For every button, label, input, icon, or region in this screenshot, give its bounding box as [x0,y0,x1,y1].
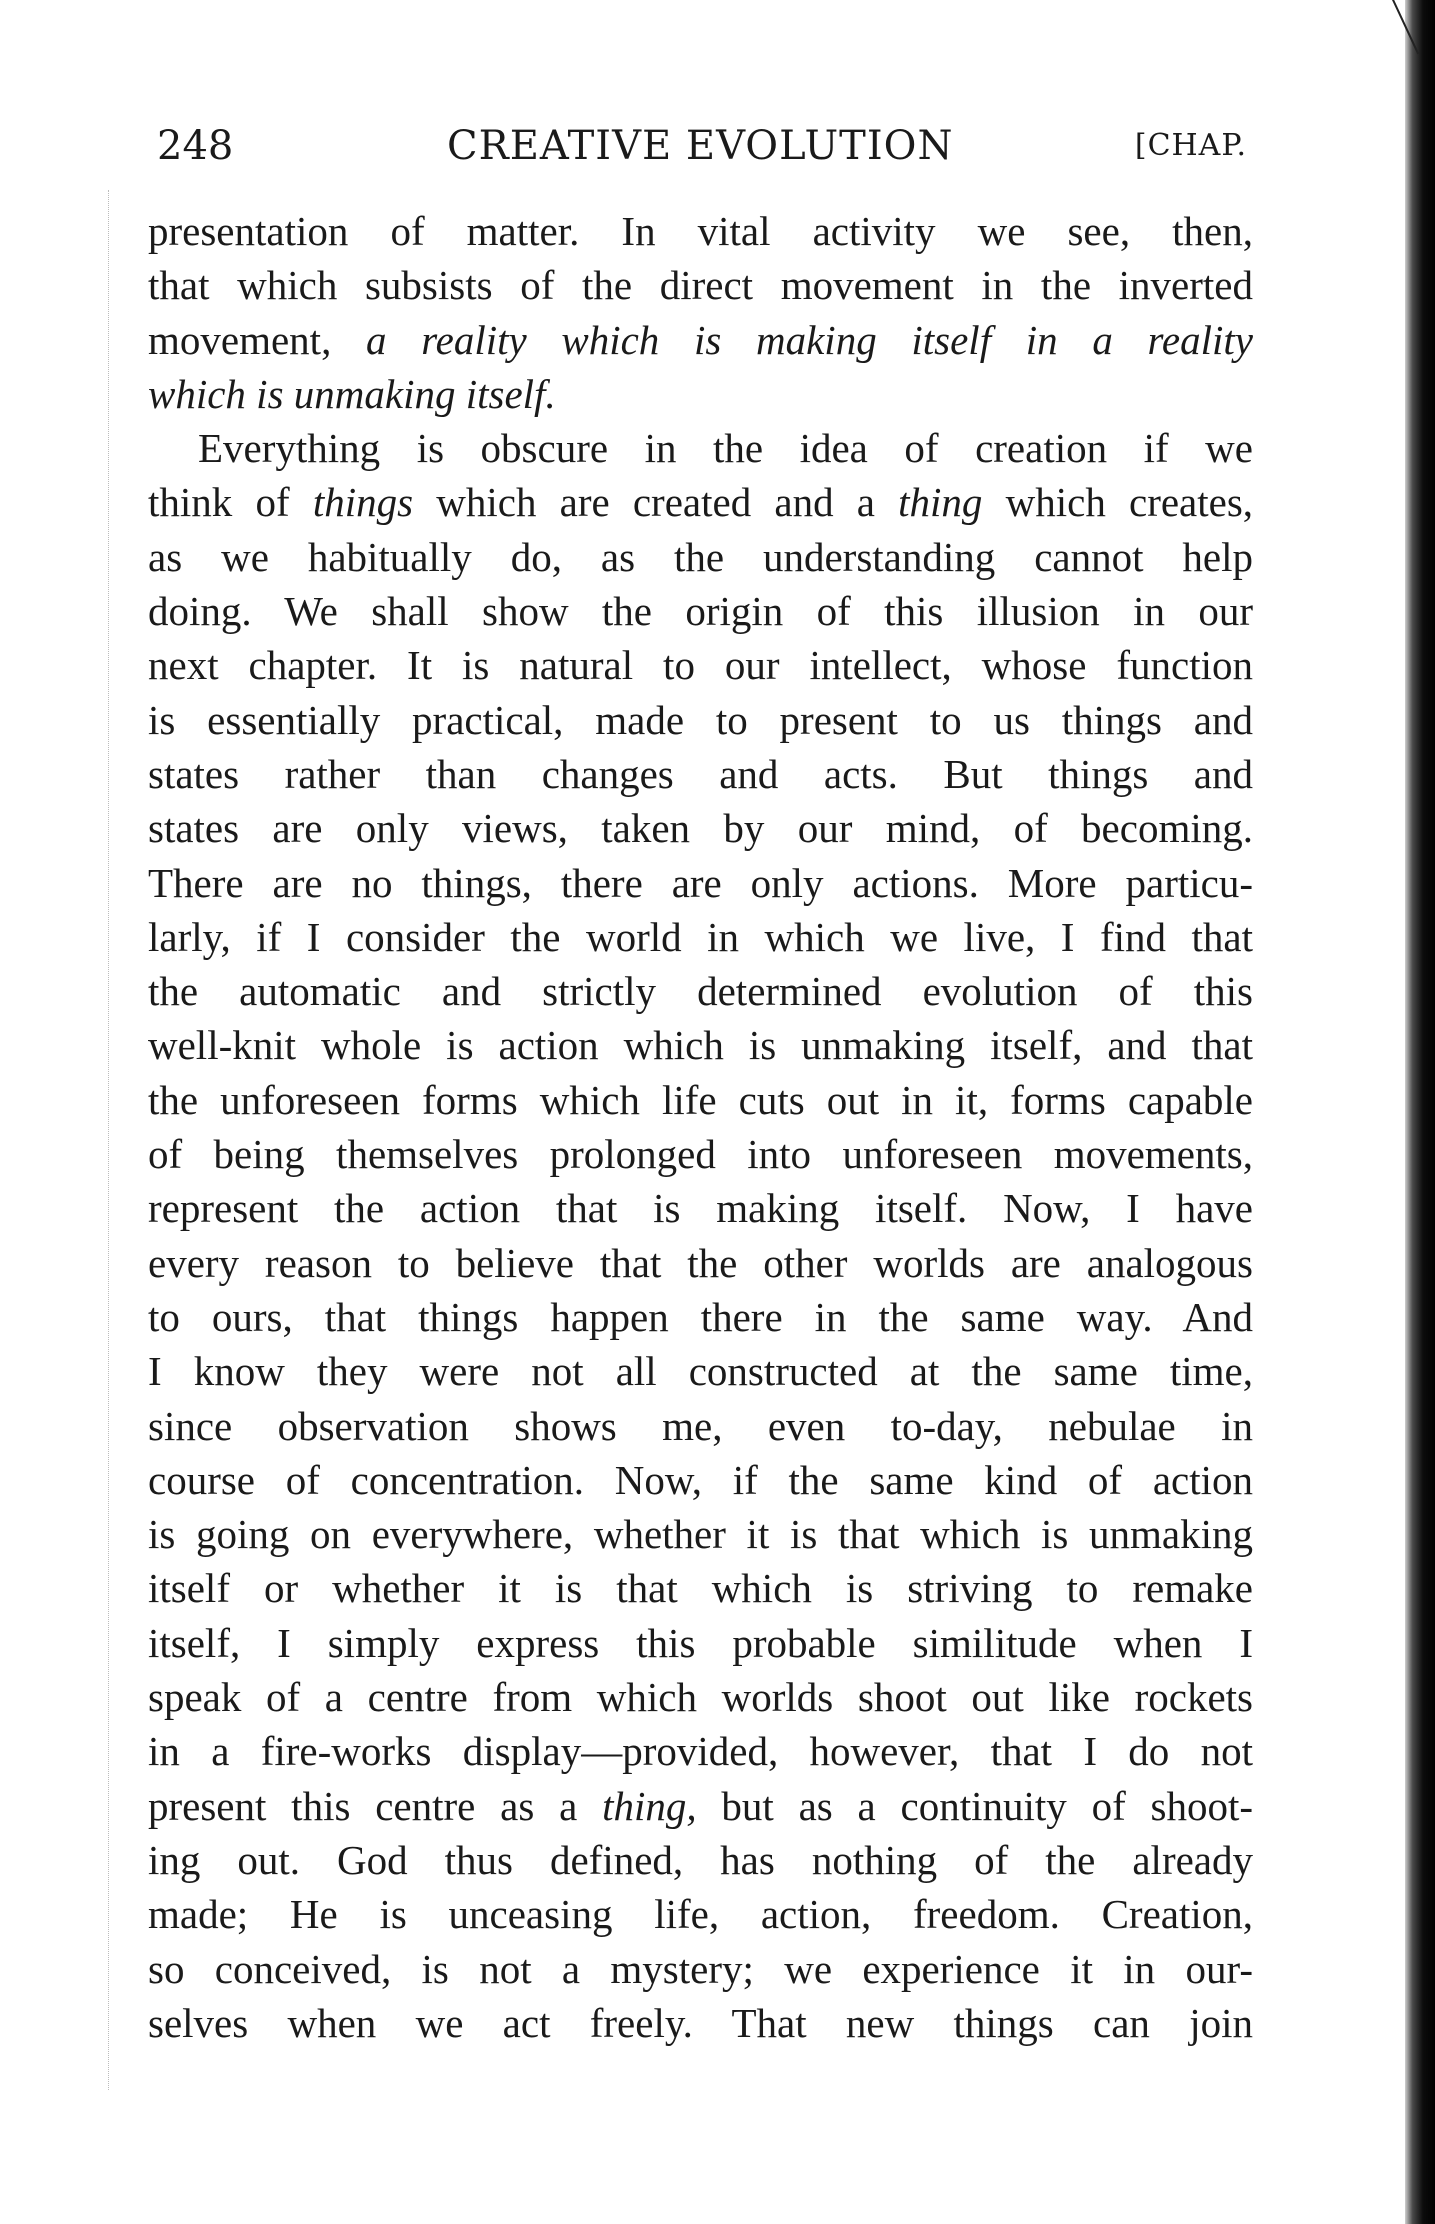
text-line: course of concentration. Now, if the same kind of action [148,1456,1253,1503]
text-line: speak of a centre from which worlds shoot out like rockets [148,1674,1253,1721]
text-line [148,1779,1253,1833]
text-line [148,475,1253,529]
italic-span: which is unmaking itself. [148,370,556,417]
text-span: present this centre as a [148,1782,578,1829]
text-line: the automatic and strictly determined evolution of this [148,968,1253,1015]
text-line: next chapter. It is natural to our intellect, whose function [148,642,1253,689]
italic-span: things [312,479,414,526]
text-line [148,367,1253,421]
text-line: I know they were not all constructed at the same time, [148,1348,1253,1395]
text-line: There are no things, there are only actions. More particu- [148,859,1253,906]
text-line: well-knit whole is action which is unmaking itself, and that [148,1022,1253,1069]
text-line: presentation of matter. In vital activity we see, then, [148,208,1253,254]
text-line: states rather than changes and acts. But things and [148,750,1253,797]
text-span: but as a continuity of shoot- [721,1782,1254,1829]
text-line: larly, if I consider the world in which we live, I find that [148,913,1253,960]
body-text [148,204,1253,2050]
gutter-shadow [108,190,111,2090]
text-line: so conceived, is not a mystery; we experience it in our- [148,1945,1253,1992]
text-line: in a fire-works display—provided, however, that I do not [148,1728,1253,1775]
text-line: is essentially practical, made to present to us things and [148,696,1253,743]
text-line: states are only views, taken by our mind, of becoming. [148,805,1253,852]
italic-span: thing [898,479,983,526]
text-line: since observation shows me, even to-day, nebulae in [148,1402,1253,1449]
text-line: as we habitually do, as the understanding cannot help [148,533,1253,580]
binding-edge [1405,0,1435,2224]
text-line: that which subsists of the direct movement in the inverted [148,262,1253,309]
paragraph-start-line: Everything is obscure in the idea of creation if we [198,425,1253,472]
text-line: every reason to believe that the other worlds are analogous [148,1239,1253,1286]
text-line: made; He is unceasing life, action, freedom. Creation, [148,1891,1253,1938]
text-span: think of [148,479,290,526]
text-line: ing out. God thus defined, has nothing of the already [148,1836,1253,1883]
text-line: selves when we act freely. That new things can join [148,1999,1253,2046]
text-line: itself or whether it is that which is striving to remake [148,1565,1253,1612]
text-span: movement, [148,316,332,363]
running-header [157,118,1247,174]
italic-span: a reality which is making itself in a reality [366,316,1253,363]
text-line: is going on everywhere, whether it is that which is unmaking [148,1511,1253,1558]
running-title: CREATIVE EVOLUTION [447,123,954,169]
text-span: which creates, [1005,479,1254,526]
page-number: 248 [157,123,234,169]
text-line: represent the action that is making itself. Now, I have [148,1185,1253,1232]
chapter-marker: [CHAP. [1134,128,1247,163]
text-line: of being themselves prolonged into unforeseen movements, [148,1131,1253,1178]
text-line: to ours, that things happen there in the same way. And [148,1293,1253,1340]
text-line: itself, I simply express this probable similitude when I [148,1619,1253,1666]
text-line: doing. We shall show the origin of this illusion in our [148,588,1253,635]
text-span: which are created and a [436,479,875,526]
text-line: the unforeseen forms which life cuts out in it, forms capable [148,1076,1253,1123]
italic-span: thing, [602,1782,697,1829]
text-line [148,313,1253,367]
